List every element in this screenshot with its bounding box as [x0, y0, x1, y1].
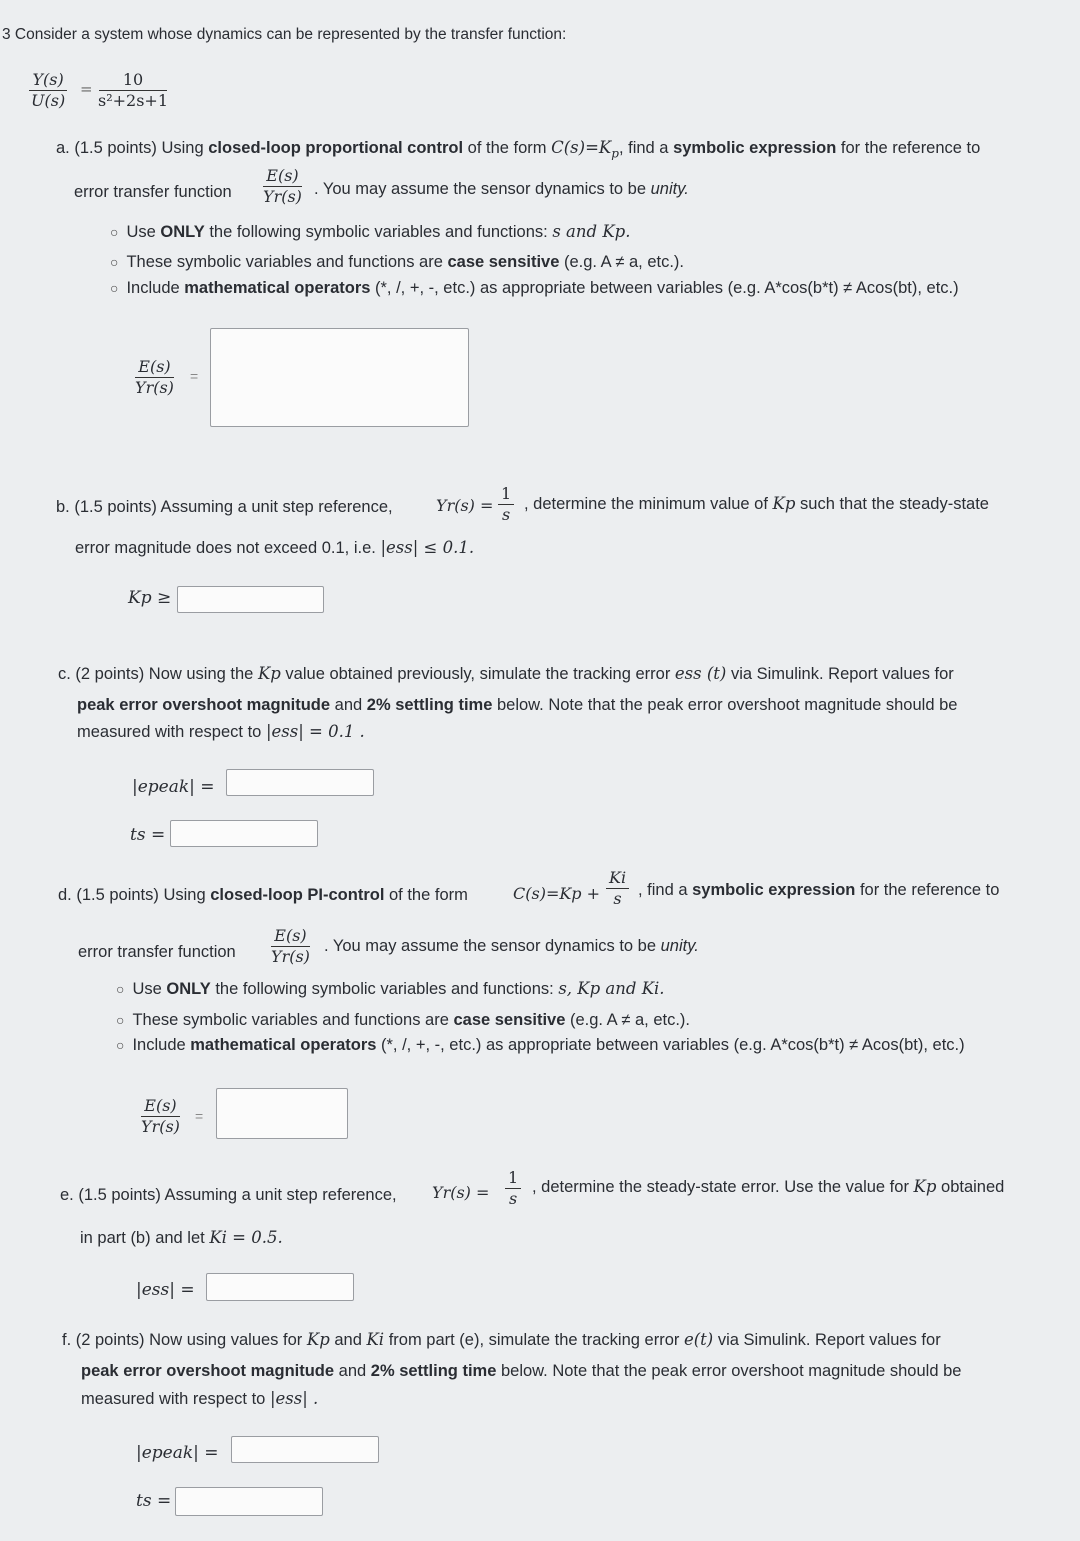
- part-a-bullet-1: ○ Use ONLY the following symbolic variables and functions: s and Kp.: [110, 222, 631, 241]
- part-f-line2: peak error overshoot magnitude and 2% settling time below. Note that the peak error overshoot magnitude should be: [81, 1362, 962, 1380]
- part-d-answer-fraction: $\frac{E(s)}{Yr(s)}$: [141, 1096, 180, 1136]
- question-intro: 3 Consider a system whose dynamics can be represented by the transfer function:: [2, 26, 567, 43]
- part-b-line1-post: , determine the minimum value of Kp such that the steady-state: [524, 494, 989, 513]
- part-b-yr: Yr(s) =: [436, 496, 494, 515]
- part-d-bullet-3: ○ Include mathematical operators (*, /, +, -, etc.) as appropriate between variables (e.g. A*cos(b*t) ≠ Acos(bt), etc.): [116, 1036, 965, 1054]
- part-a-tf-fraction: $\frac{E(s)}{Yr(s)}$: [263, 166, 302, 206]
- part-d-ki-fraction: $\frac{Ki}{s}$: [606, 868, 629, 909]
- part-e-line1-pre: e. (1.5 points) Assuming a unit step reference,: [60, 1186, 397, 1204]
- part-e-ess-input[interactable]: [206, 1273, 354, 1301]
- part-a-answer-input[interactable]: [210, 328, 469, 427]
- part-e-yr: Yr(s) =: [432, 1183, 490, 1202]
- part-b-kp-input[interactable]: [177, 586, 324, 613]
- part-d-answer-equals: =: [195, 1108, 204, 1124]
- part-f-epeak-input[interactable]: [231, 1436, 379, 1463]
- part-a-bullet-3: ○ Include mathematical operators (*, /, +, -, etc.) as appropriate between variables (e.g. A*cos(b*t) ≠ Acos(bt), etc.): [110, 279, 959, 297]
- tf-lhs-fraction: [28, 70, 68, 111]
- part-c-line1: c. (2 points) Now using the Kp value obtained previously, simulate the tracking error ess (t) via Simulink. Report values for: [58, 664, 954, 683]
- part-f-ts-input[interactable]: [175, 1487, 323, 1516]
- part-c-ts-input[interactable]: [170, 820, 318, 847]
- part-c-ts-label: ts =: [130, 825, 166, 845]
- part-d-form: C(s)=Kp +: [513, 884, 601, 903]
- tf-rhs-num: 10: [99, 70, 167, 91]
- part-f-line1: f. (2 points) Now using values for Kp and Ki from part (e), simulate the tracking error e(t) via Simulink. Report values for: [62, 1330, 941, 1349]
- part-d-bullet-1: ○ Use ONLY the following symbolic variables and functions: s, Kp and Ki.: [116, 979, 665, 998]
- part-a-line2-rest: . You may assume the sensor dynamics to be unity.: [314, 180, 689, 198]
- part-b-kp-label: Kp ≥: [128, 588, 172, 608]
- part-d-line1-post: , find a symbolic expression for the reference to: [638, 881, 1000, 899]
- part-b-step-fraction: $\frac{1}{s}$: [498, 484, 514, 525]
- part-a-line2-label: error transfer function: [74, 183, 232, 201]
- part-e-line1-post: , determine the steady-state error. Use the value for Kp obtained: [532, 1177, 1005, 1196]
- part-d-bullet-2: ○ These symbolic variables and functions are case sensitive (e.g. A ≠ a, etc.).: [116, 1011, 691, 1029]
- part-b-line2: error magnitude does not exceed 0.1, i.e. |ess| ≤ 0.1.: [75, 538, 475, 557]
- part-c-epeak-label: |epeak| =: [132, 777, 215, 797]
- tf-rhs-den: s²+2s+1: [98, 91, 169, 110]
- part-a-bullet-2: ○ These symbolic variables and functions are case sensitive (e.g. A ≠ a, etc.).: [110, 253, 685, 271]
- part-e-step-fraction: $\frac{1}{s}$: [505, 1168, 521, 1209]
- part-c-line3: measured with respect to |ess| = 0.1 .: [77, 722, 365, 741]
- part-c-line2: peak error overshoot magnitude and 2% settling time below. Note that the peak error overshoot magnitude should be: [77, 696, 958, 714]
- part-b-line1-pre: b. (1.5 points) Assuming a unit step reference,: [56, 498, 393, 516]
- part-d-line1-pre: d. (1.5 points) Using closed-loop PI-control of the form: [58, 886, 468, 904]
- part-f-ts-label: ts =: [136, 1491, 172, 1511]
- tf-lhs-num: Y(s): [29, 70, 66, 91]
- part-a-answer-equals: =: [190, 368, 199, 384]
- part-e-ess-label: |ess| =: [136, 1280, 195, 1300]
- part-d-line2-rest: . You may assume the sensor dynamics to be unity.: [324, 937, 699, 955]
- part-c-epeak-input[interactable]: [226, 769, 374, 796]
- part-a-answer-fraction: $\frac{E(s)}{Yr(s)}$: [135, 357, 174, 397]
- tf-lhs-den: U(s): [31, 91, 66, 110]
- part-f-epeak-label: |epeak| =: [136, 1443, 219, 1463]
- part-f-line3: measured with respect to |ess| .: [81, 1389, 319, 1408]
- tf-rhs-fraction: [95, 70, 171, 111]
- part-d-line2-label: error transfer function: [78, 943, 236, 961]
- part-d-tf-fraction: $\frac{E(s)}{Yr(s)}$: [271, 926, 310, 966]
- part-a-line1: a. (1.5 points) Using closed-loop proportional control of the form $C(s)=K_p$, find a symbolic expression for the reference to: [56, 138, 981, 161]
- part-e-line2: in part (b) and let Ki = 0.5.: [80, 1228, 283, 1247]
- part-d-answer-input[interactable]: [216, 1088, 348, 1139]
- tf-equals: =: [80, 80, 93, 98]
